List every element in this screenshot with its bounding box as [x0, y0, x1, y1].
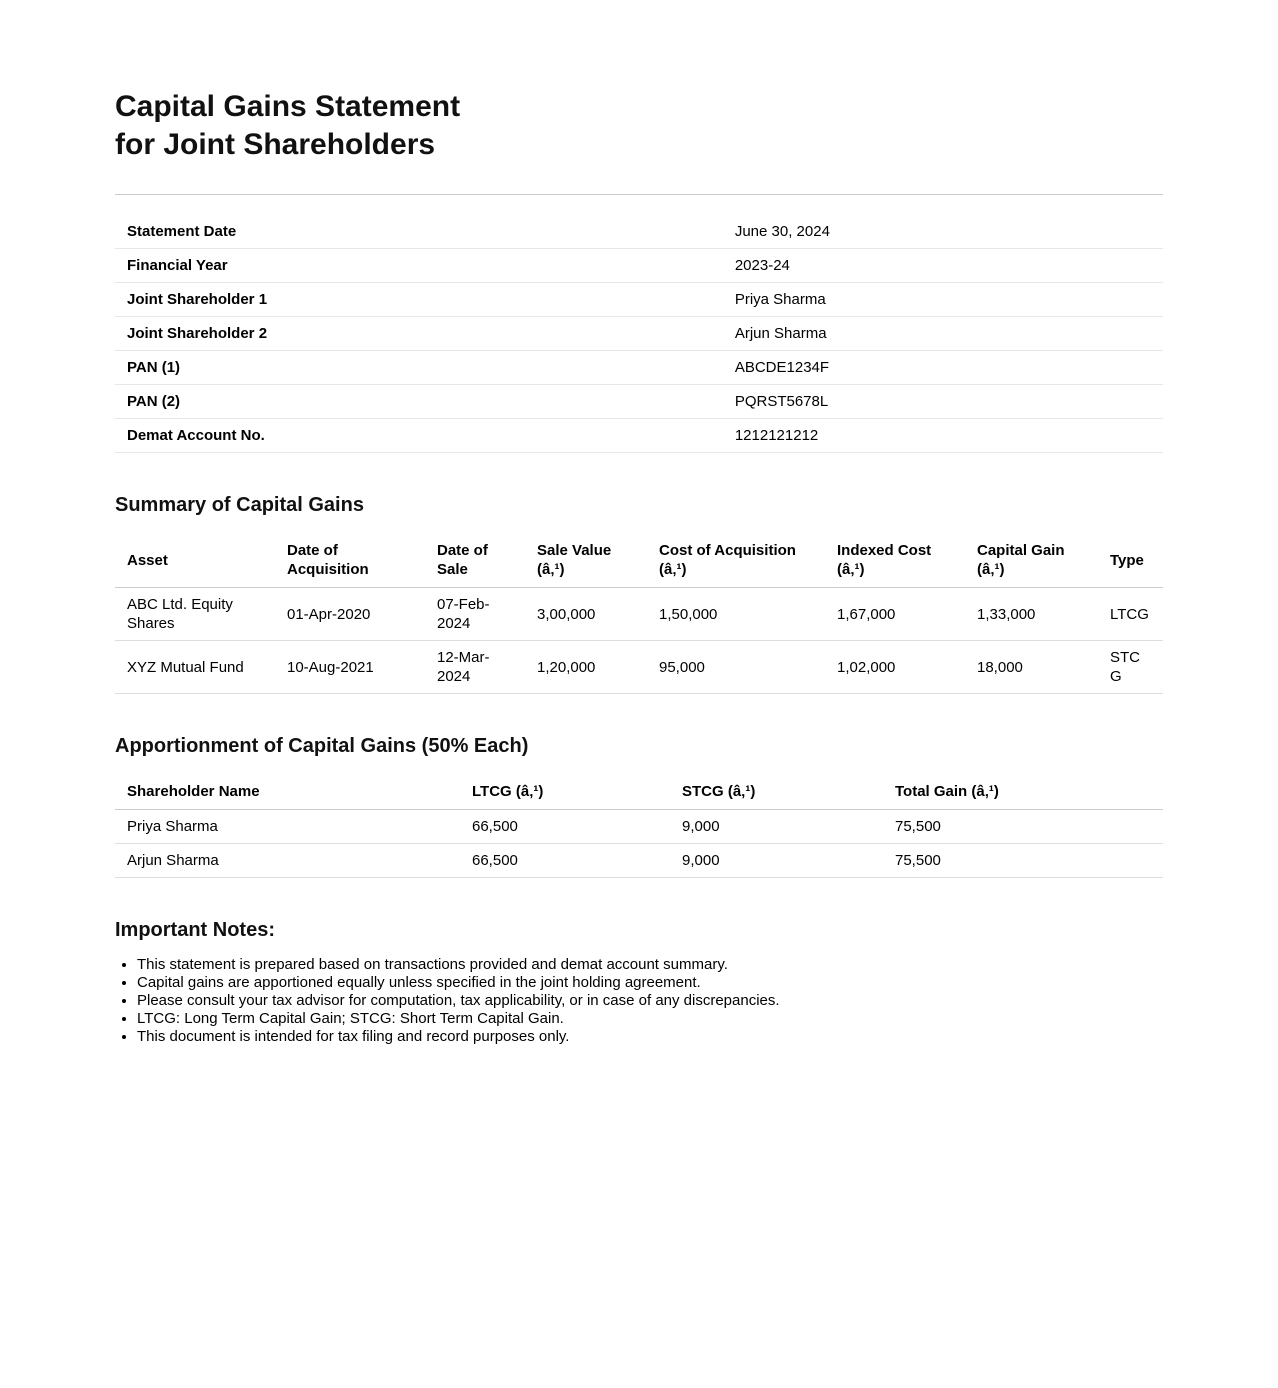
summary-heading: Summary of Capital Gains [115, 494, 364, 516]
notes-list [115, 956, 1163, 1046]
note-item: • LTCG: Long Term Capital Gain; STCG: Short Term Capital Gain. [137, 1010, 1163, 1028]
info-label: PAN (1) [115, 351, 723, 385]
column-header-sale-value: Sale Value (â‚¹) [525, 533, 647, 588]
cell-total-gain: 75,500 [883, 844, 1163, 878]
cell-type: LTCG [1098, 588, 1163, 641]
document-page [115, 88, 1163, 1046]
info-row [115, 249, 1163, 283]
info-label: Financial Year [115, 249, 723, 283]
apportionment-header-row [115, 774, 1163, 810]
page-title-line2: for Joint Shareholders [115, 128, 436, 161]
cell-sale-value: 1,20,000 [525, 641, 647, 694]
column-header-asset: Asset [115, 533, 275, 588]
notes-heading: Important Notes: [115, 919, 275, 941]
cell-ltcg: 66,500 [460, 844, 670, 878]
cell-date-of-sale: 12-Mar-2024 [425, 641, 525, 694]
cell-date-of-acquisition: 10-Aug-2021 [275, 641, 425, 694]
cell-shareholder-name: Arjun Sharma [115, 844, 460, 878]
column-header-cost-of-acquisition: Cost of Acquisition (â‚¹) [647, 533, 825, 588]
table-row [115, 641, 1163, 694]
info-row [115, 351, 1163, 385]
info-row [115, 283, 1163, 317]
cell-date-of-acquisition: 01-Apr-2020 [275, 588, 425, 641]
cell-asset: XYZ Mutual Fund [115, 641, 275, 694]
note-item: • This statement is prepared based on transactions provided and demat account summary. [137, 956, 1163, 974]
info-row [115, 215, 1163, 249]
column-header-stcg: STCG (â‚¹) [670, 774, 883, 810]
info-label: Joint Shareholder 1 [115, 283, 723, 317]
cell-cost-of-acquisition: 95,000 [647, 641, 825, 694]
info-row [115, 317, 1163, 351]
cell-capital-gain: 1,33,000 [965, 588, 1098, 641]
apportionment-table [115, 774, 1163, 878]
table-row [115, 810, 1163, 844]
info-label: Demat Account No. [115, 419, 723, 453]
info-value: 2023-24 [723, 249, 1163, 283]
title-divider [115, 194, 1163, 195]
column-header-date-of-acquisition: Date of Acquisition [275, 533, 425, 588]
table-row [115, 844, 1163, 878]
cell-capital-gain: 18,000 [965, 641, 1098, 694]
info-label: PAN (2) [115, 385, 723, 419]
cell-cost-of-acquisition: 1,50,000 [647, 588, 825, 641]
note-item: • This document is intended for tax filing and record purposes only. [137, 1028, 1163, 1046]
column-header-shareholder-name: Shareholder Name [115, 774, 460, 810]
info-value: PQRST5678L [723, 385, 1163, 419]
info-value: Arjun Sharma [723, 317, 1163, 351]
table-row [115, 588, 1163, 641]
info-label: Joint Shareholder 2 [115, 317, 723, 351]
info-value: ABCDE1234F [723, 351, 1163, 385]
info-row [115, 419, 1163, 453]
cell-ltcg: 66,500 [460, 810, 670, 844]
info-label: Statement Date [115, 215, 723, 249]
cell-indexed-cost: 1,02,000 [825, 641, 965, 694]
cell-type: STCG [1098, 641, 1163, 694]
statement-info-table [115, 215, 1163, 453]
cell-indexed-cost: 1,67,000 [825, 588, 965, 641]
cell-shareholder-name: Priya Sharma [115, 810, 460, 844]
cell-stcg: 9,000 [670, 844, 883, 878]
column-header-indexed-cost: Indexed Cost (â‚¹) [825, 533, 965, 588]
cell-total-gain: 75,500 [883, 810, 1163, 844]
note-item: • Capital gains are apportioned equally unless specified in the joint holding agreement. [137, 974, 1163, 992]
info-row [115, 385, 1163, 419]
column-header-ltcg: LTCG (â‚¹) [460, 774, 670, 810]
column-header-capital-gain: Capital Gain (â‚¹) [965, 533, 1098, 588]
info-value: Priya Sharma [723, 283, 1163, 317]
note-item: • Please consult your tax advisor for computation, tax applicability, or in case of any discrepancies. [137, 992, 1163, 1010]
cell-sale-value: 3,00,000 [525, 588, 647, 641]
column-header-date-of-sale: Date of Sale [425, 533, 525, 588]
page-title-line1: Capital Gains Statement [115, 90, 461, 123]
info-value: June 30, 2024 [723, 215, 1163, 249]
cell-date-of-sale: 07-Feb-2024 [425, 588, 525, 641]
summary-table [115, 533, 1163, 694]
info-value: 1212121212 [723, 419, 1163, 453]
cell-asset: ABC Ltd. Equity Shares [115, 588, 275, 641]
cell-stcg: 9,000 [670, 810, 883, 844]
column-header-type: Type [1098, 533, 1163, 588]
apportionment-heading: Apportionment of Capital Gains (50% Each) [115, 735, 529, 757]
summary-header-row [115, 533, 1163, 588]
column-header-total-gain: Total Gain (â‚¹) [883, 774, 1163, 810]
page-title [115, 88, 1163, 164]
